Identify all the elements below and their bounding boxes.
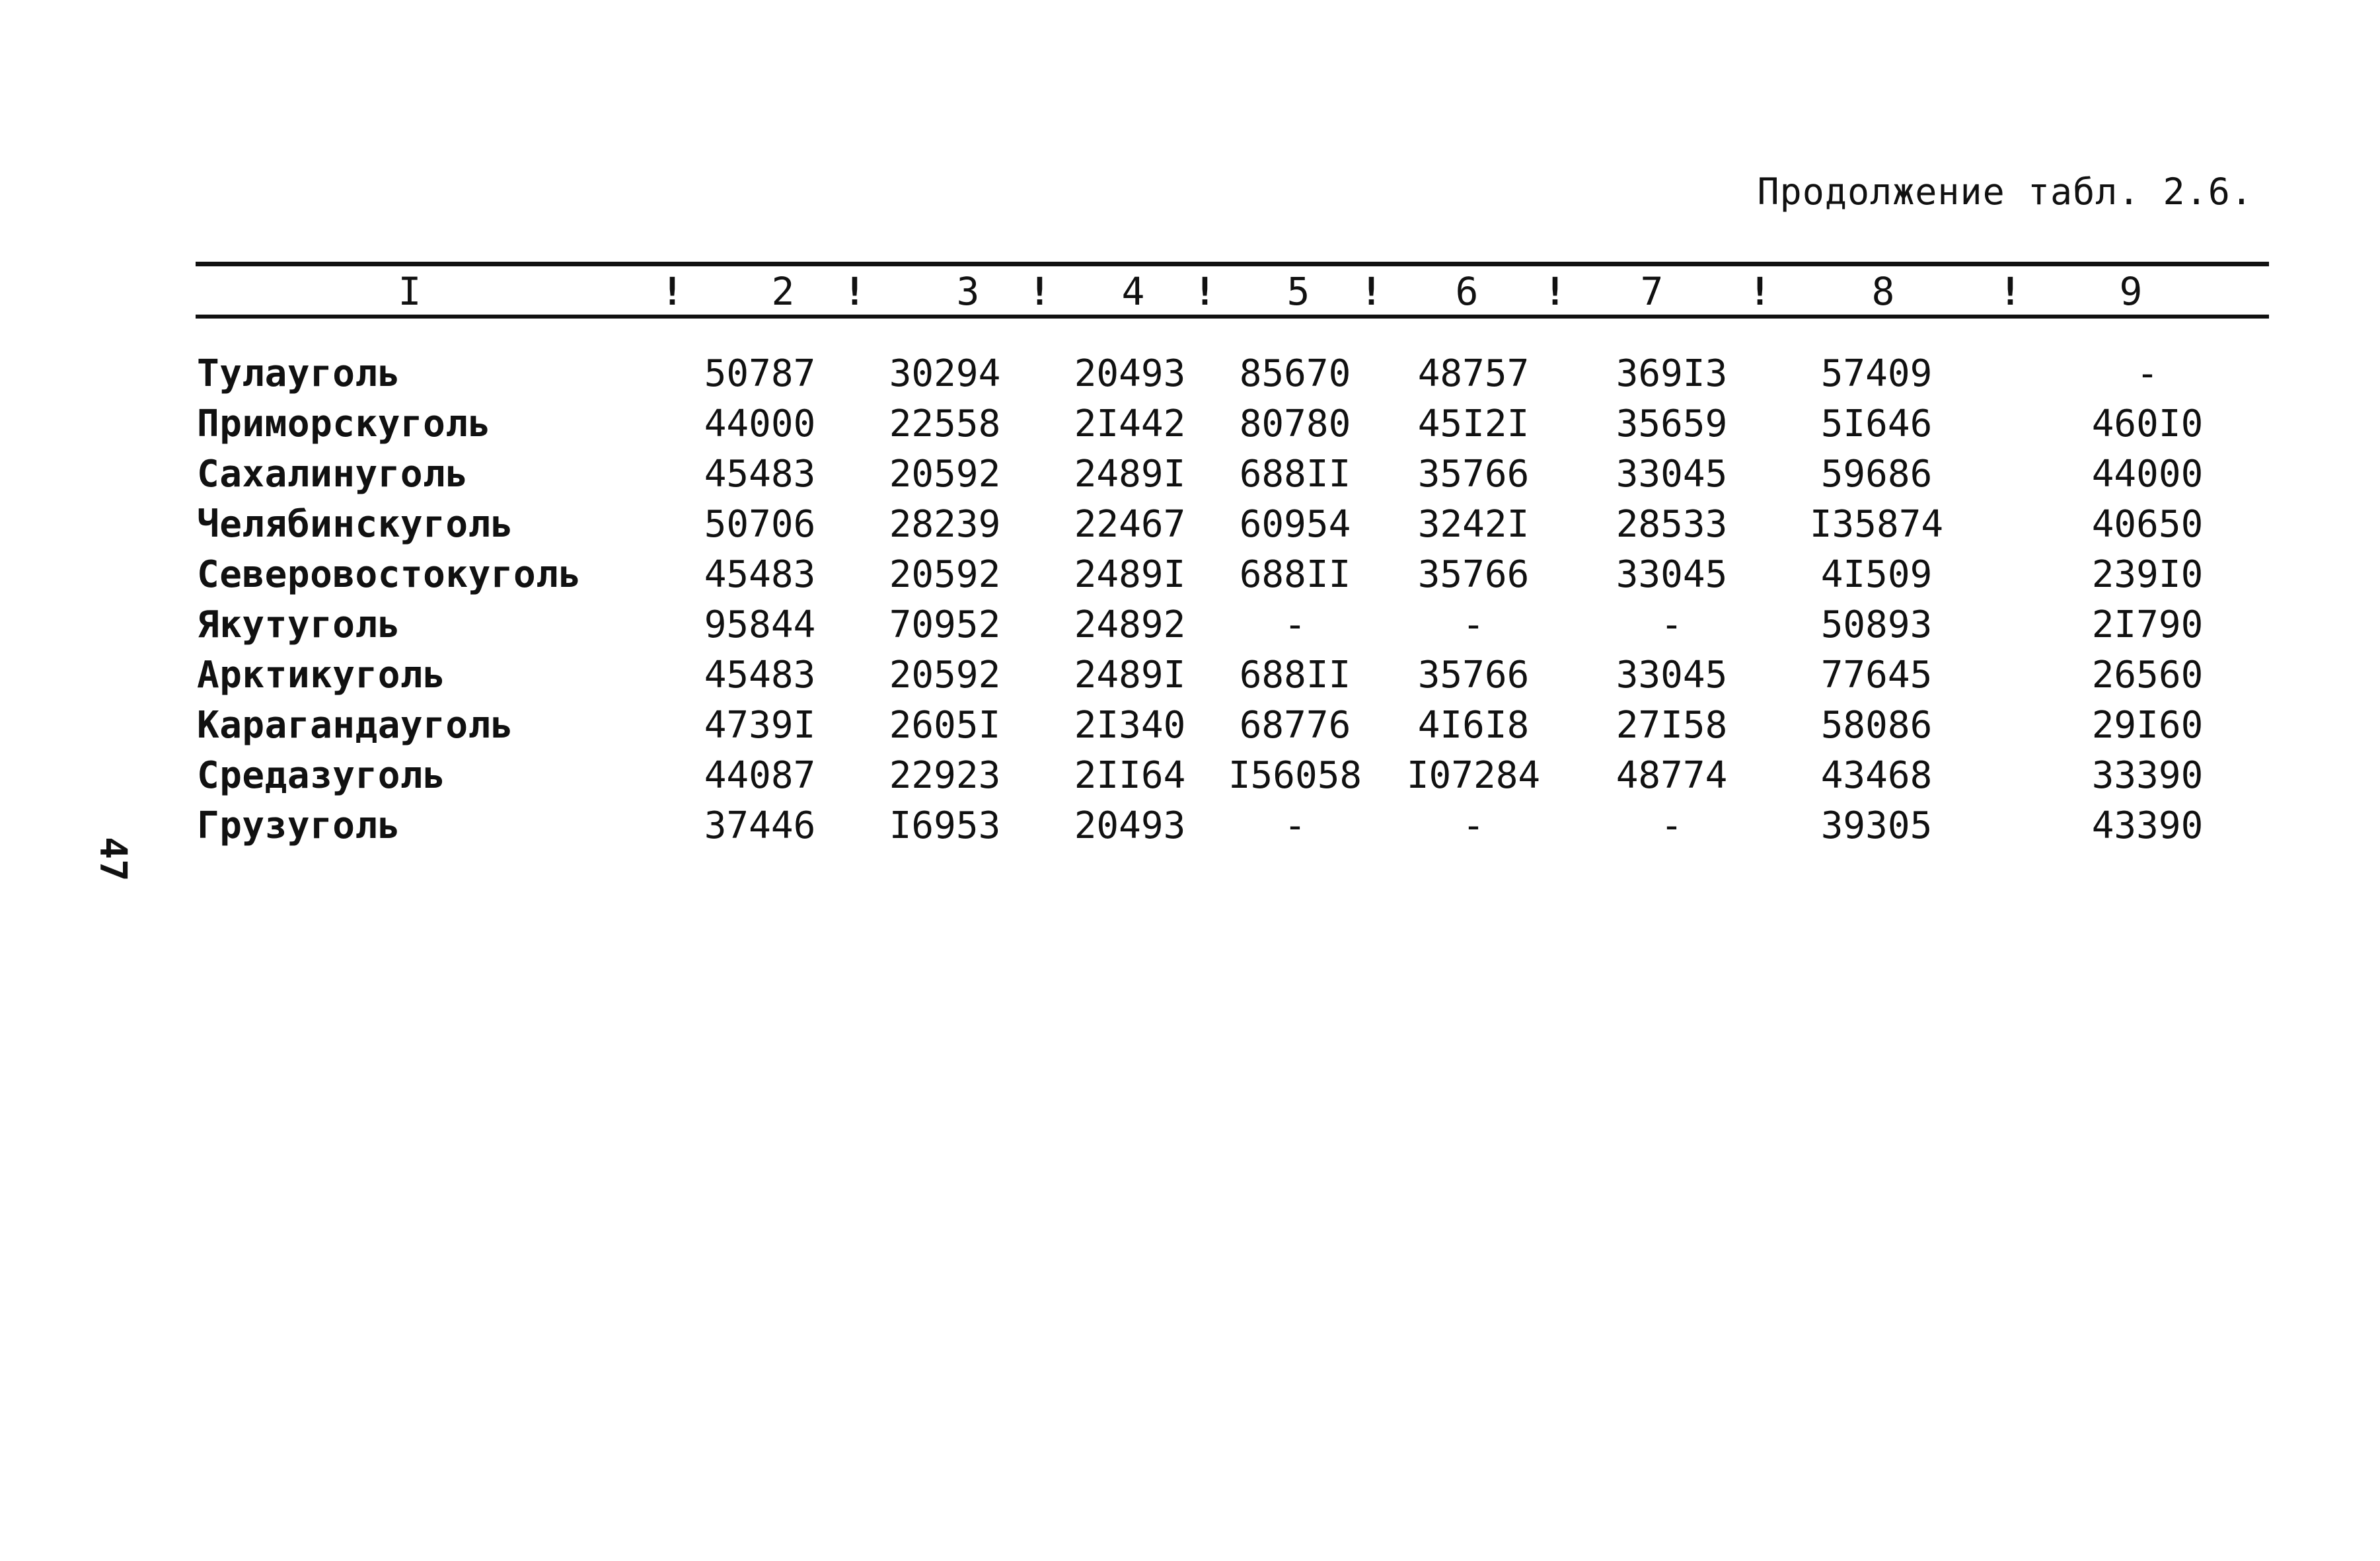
cell-col-5: 688II <box>1239 453 1351 496</box>
cell-col-8: 5I646 <box>1820 402 1933 445</box>
row-name: Якутуголь <box>197 603 400 646</box>
table-row <box>0 751 2380 801</box>
table-row <box>0 399 2380 449</box>
cell-col-2: 95844 <box>704 603 816 646</box>
cell-col-8: 4I509 <box>1820 553 1933 596</box>
cell-col-6: 35766 <box>1417 553 1530 596</box>
cell-col-3: 70952 <box>889 603 1001 646</box>
cell-col-9: 460I0 <box>2091 402 2204 445</box>
cell-col-9: 2I790 <box>2091 603 2204 646</box>
column-header-1: I <box>398 269 422 314</box>
column-separator: ! <box>1360 269 1383 314</box>
column-separator: ! <box>1748 269 1771 314</box>
cell-col-7: 33045 <box>1616 453 1728 496</box>
cell-col-3: 22923 <box>889 754 1001 797</box>
column-header-9: 9 <box>2119 269 2143 314</box>
row-name: Средазуголь <box>197 754 446 797</box>
cell-col-8: 58086 <box>1820 704 1933 747</box>
cell-col-7: 48774 <box>1616 754 1728 797</box>
cell-col-3: 22558 <box>889 402 1001 445</box>
column-separator: ! <box>1028 269 1051 314</box>
cell-col-9: 29I60 <box>2091 704 2204 747</box>
column-header-6: 6 <box>1455 269 1479 314</box>
cell-col-9: 239I0 <box>2091 553 2204 596</box>
cell-col-9: 33390 <box>2091 754 2204 797</box>
cell-col-2: 50706 <box>704 503 816 546</box>
cell-col-6: 35766 <box>1417 453 1530 496</box>
cell-col-4: 2489I <box>1074 654 1186 697</box>
column-header-7: 7 <box>1640 269 1664 314</box>
cell-col-4: 22467 <box>1074 503 1186 546</box>
cell-col-3: 20592 <box>889 654 1001 697</box>
cell-col-6: I07284 <box>1406 754 1541 797</box>
cell-col-6: 3242I <box>1417 503 1530 546</box>
column-separator: ! <box>1999 269 2022 314</box>
row-name: Приморскуголь <box>197 402 491 445</box>
row-name: Сахалинуголь <box>197 453 468 496</box>
table-row <box>0 449 2380 500</box>
column-header-8: 8 <box>1871 269 1895 314</box>
page-number: 47 <box>91 837 134 882</box>
cell-col-4: 2489I <box>1074 453 1186 496</box>
cell-col-8: 59686 <box>1820 453 1933 496</box>
table-row <box>0 500 2380 550</box>
cell-col-9: 43390 <box>2091 804 2204 847</box>
cell-col-6: - <box>1462 603 1485 646</box>
cell-col-6: 35766 <box>1417 654 1530 697</box>
cell-col-2: 44087 <box>704 754 816 797</box>
table-row <box>0 600 2380 650</box>
column-header-3: 3 <box>956 269 980 314</box>
cell-col-4: 2I442 <box>1074 402 1186 445</box>
table-top-rule <box>196 262 2269 266</box>
cell-col-2: 44000 <box>704 402 816 445</box>
column-header-5: 5 <box>1286 269 1310 314</box>
cell-col-3: 28239 <box>889 503 1001 546</box>
cell-col-6: 4I6I8 <box>1417 704 1530 747</box>
column-header-4: 4 <box>1121 269 1145 314</box>
column-separator: ! <box>1543 269 1567 314</box>
cell-col-7: 369I3 <box>1616 352 1728 395</box>
cell-col-2: 4739I <box>704 704 816 747</box>
cell-col-5: - <box>1284 804 1306 847</box>
cell-col-7: - <box>1660 804 1683 847</box>
cell-col-7: 35659 <box>1616 402 1728 445</box>
cell-col-7: 28533 <box>1616 503 1728 546</box>
row-name: Северовостокуголь <box>197 553 581 596</box>
cell-col-7: 33045 <box>1616 654 1728 697</box>
row-name: Грузуголь <box>197 804 400 847</box>
cell-col-7: 27I58 <box>1616 704 1728 747</box>
cell-col-8: 77645 <box>1820 654 1933 697</box>
cell-col-3: I6953 <box>889 804 1001 847</box>
cell-col-7: 33045 <box>1616 553 1728 596</box>
cell-col-3: 20592 <box>889 453 1001 496</box>
cell-col-4: 2I340 <box>1074 704 1186 747</box>
cell-col-2: 45483 <box>704 453 816 496</box>
cell-col-8: 43468 <box>1820 754 1933 797</box>
cell-col-3: 30294 <box>889 352 1001 395</box>
cell-col-6: - <box>1462 804 1485 847</box>
cell-col-9: - <box>2136 352 2159 395</box>
cell-col-6: 45I2I <box>1417 402 1530 445</box>
row-name: Карагандауголь <box>197 704 514 747</box>
cell-col-8: I35874 <box>1809 503 1944 546</box>
cell-col-8: 39305 <box>1820 804 1933 847</box>
cell-col-4: 20493 <box>1074 352 1186 395</box>
table-row <box>0 801 2380 851</box>
cell-col-2: 37446 <box>704 804 816 847</box>
cell-col-5: 80780 <box>1239 402 1351 445</box>
table-header-rule <box>196 315 2269 319</box>
cell-col-2: 50787 <box>704 352 816 395</box>
cell-col-4: 20493 <box>1074 804 1186 847</box>
row-name: Арктикуголь <box>197 654 446 697</box>
cell-col-3: 2605I <box>889 704 1001 747</box>
cell-col-5: 68776 <box>1239 704 1351 747</box>
cell-col-9: 44000 <box>2091 453 2204 496</box>
cell-col-5: - <box>1284 603 1306 646</box>
table-caption: Продолжение табл. 2.6. <box>1757 171 2253 213</box>
cell-col-7: - <box>1660 603 1683 646</box>
cell-col-5: 688II <box>1239 553 1351 596</box>
cell-col-5: 85670 <box>1239 352 1351 395</box>
cell-col-9: 40650 <box>2091 503 2204 546</box>
table-row <box>0 650 2380 701</box>
table-row <box>0 550 2380 600</box>
cell-col-4: 2489I <box>1074 553 1186 596</box>
column-separator: ! <box>661 269 684 314</box>
row-name: Челябинскуголь <box>197 503 514 546</box>
column-header-2: 2 <box>771 269 795 314</box>
cell-col-5: 60954 <box>1239 503 1351 546</box>
table-row <box>0 349 2380 399</box>
cell-col-9: 26560 <box>2091 654 2204 697</box>
cell-col-5: 688II <box>1239 654 1351 697</box>
cell-col-2: 45483 <box>704 553 816 596</box>
cell-col-8: 57409 <box>1820 352 1933 395</box>
cell-col-3: 20592 <box>889 553 1001 596</box>
cell-col-2: 45483 <box>704 654 816 697</box>
cell-col-5: I56058 <box>1228 754 1362 797</box>
table-row <box>0 701 2380 751</box>
cell-col-6: 48757 <box>1417 352 1530 395</box>
row-name: Тулауголь <box>197 352 400 395</box>
cell-col-4: 24892 <box>1074 603 1186 646</box>
cell-col-4: 2II64 <box>1074 754 1186 797</box>
column-separator: ! <box>843 269 866 314</box>
cell-col-8: 50893 <box>1820 603 1933 646</box>
column-separator: ! <box>1193 269 1216 314</box>
